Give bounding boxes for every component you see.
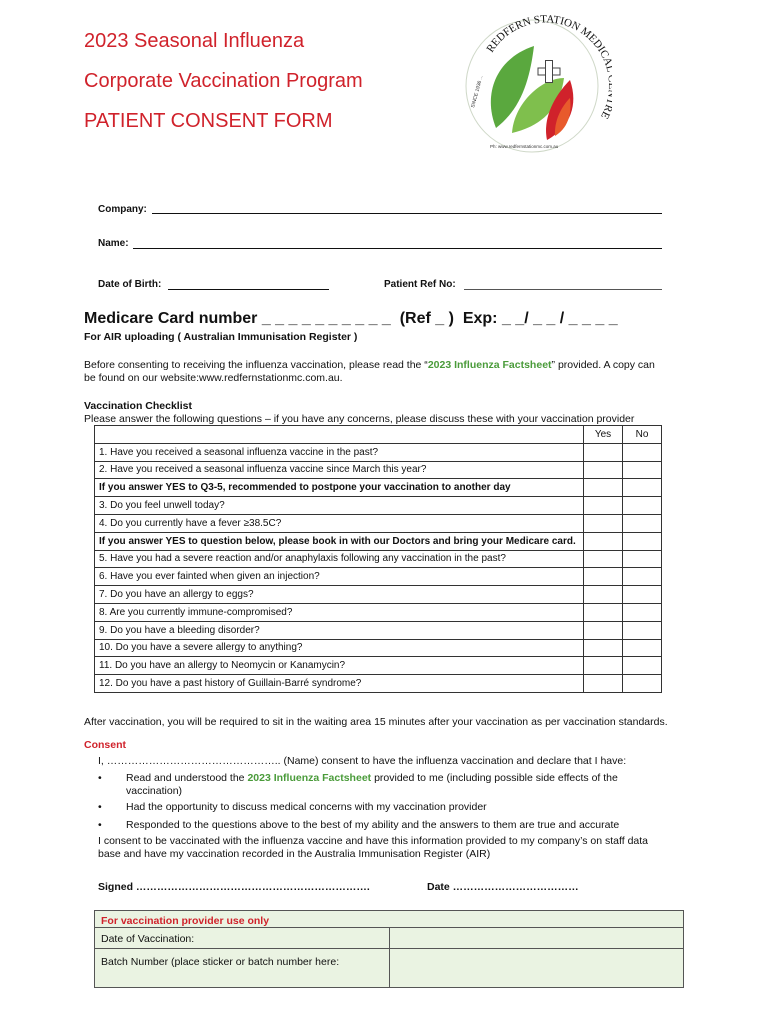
bullet-dot-icon: • xyxy=(98,772,102,784)
batch-number-field[interactable] xyxy=(391,949,681,986)
svg-text:Ph: www.redfernstationmc.com.a: Ph: www.redfernstationmc.com.au xyxy=(490,144,559,149)
no-checkbox-cell[interactable] xyxy=(623,621,662,639)
yes-checkbox-cell[interactable] xyxy=(584,586,623,604)
patient-ref-label: Patient Ref No: xyxy=(384,279,456,290)
question-text: 12. Do you have a past history of Guillain-Barré syndrome? xyxy=(95,675,584,693)
consent-paragraph-line-1: I consent to be vaccinated with the influenza vaccine and have this information provided to my company’s on staff data xyxy=(98,835,649,847)
svg-text:REDFERN STATION MEDICAL CENTRE: REDFERN STATION MEDIC E xyxy=(484,13,612,121)
dob-field[interactable] xyxy=(168,289,329,290)
checklist-row xyxy=(95,443,662,461)
yes-checkbox-cell[interactable] xyxy=(584,479,623,497)
yes-checkbox-cell[interactable] xyxy=(584,532,623,550)
provider-box-heading: For vaccination provider use only xyxy=(101,915,270,927)
no-column-header: No xyxy=(623,426,662,444)
provider-use-box xyxy=(94,910,684,988)
yes-checkbox-cell[interactable] xyxy=(584,568,623,586)
checklist-heading: Vaccination Checklist xyxy=(84,400,192,412)
checklist-row xyxy=(95,461,662,479)
question-text: 2. Have you received a seasonal influenza vaccine since March this year? xyxy=(95,461,584,479)
yes-checkbox-cell[interactable] xyxy=(584,639,623,657)
no-checkbox-cell[interactable] xyxy=(623,532,662,550)
checklist-row xyxy=(95,621,662,639)
no-checkbox-cell[interactable] xyxy=(623,675,662,693)
question-text: 7. Do you have an allergy to eggs? xyxy=(95,586,584,604)
consent-bullet-1-line-2: vaccination) xyxy=(126,785,183,797)
no-checkbox-cell[interactable] xyxy=(623,479,662,497)
yes-checkbox-cell[interactable] xyxy=(584,603,623,621)
question-text: 11. Do you have an allergy to Neomycin or Kanamycin? xyxy=(95,657,584,675)
factsheet-link-2[interactable]: 2023 Influenza Factsheet xyxy=(247,772,372,784)
no-checkbox-cell[interactable] xyxy=(623,568,662,586)
date-of-vaccination-label: Date of Vaccination: xyxy=(101,933,195,945)
title-line-2: Corporate Vaccination Program xyxy=(84,70,363,92)
yes-checkbox-cell[interactable] xyxy=(584,621,623,639)
signature-field[interactable]: Signed …………………………………………………………. xyxy=(98,881,370,893)
checklist-row xyxy=(95,657,662,675)
intro-text-line-2: be found on our website:www.redfernstationmc.com.au. xyxy=(84,372,343,384)
checklist-row xyxy=(95,603,662,621)
yes-column-header: Yes xyxy=(584,426,623,444)
no-checkbox-cell[interactable] xyxy=(623,461,662,479)
date-of-vaccination-field[interactable] xyxy=(391,928,681,947)
consent-heading: Consent xyxy=(84,739,126,751)
no-checkbox-cell[interactable] xyxy=(623,443,662,461)
no-checkbox-cell[interactable] xyxy=(623,639,662,657)
factsheet-link[interactable]: 2023 Influenza Factsheet xyxy=(427,359,552,371)
no-checkbox-cell[interactable] xyxy=(623,514,662,532)
medicare-note: For AIR uploading ( Australian Immunisation Register ) xyxy=(84,331,358,343)
no-checkbox-cell[interactable] xyxy=(623,586,662,604)
batch-number-label: Batch Number (place sticker or batch number here: xyxy=(101,956,340,968)
no-checkbox-cell[interactable] xyxy=(623,497,662,515)
yes-checkbox-cell[interactable] xyxy=(584,675,623,693)
yes-checkbox-cell[interactable] xyxy=(584,461,623,479)
checklist-table xyxy=(94,425,662,693)
consent-line-1: I, ………………………………………….. (Name) consent to have the influenza vaccination and declare that I have: xyxy=(98,755,627,767)
name-label: Name: xyxy=(98,238,129,249)
bullet-dot-icon: • xyxy=(98,801,102,813)
question-text: 9. Do you have a bleeding disorder? xyxy=(95,621,584,639)
question-text: 8. Are you currently immune-compromised? xyxy=(95,603,584,621)
bullet-dot-icon: • xyxy=(98,819,102,831)
question-text: 4. Do you currently have a fever ≥38.5C? xyxy=(95,514,584,532)
yes-checkbox-cell[interactable] xyxy=(584,443,623,461)
intro-text: Before consenting to receiving the influenza vaccination, please read the “2023 Influenza Factsheet” provided. A copy can xyxy=(84,359,655,371)
checklist-header-row xyxy=(95,426,662,444)
question-text: 3. Do you feel unwell today? xyxy=(95,497,584,515)
checklist-row xyxy=(95,675,662,693)
consent-bullet-3: Responded to the questions above to the best of my ability and the answers to them are true and accurate xyxy=(126,819,620,831)
dob-label: Date of Birth: xyxy=(98,279,162,290)
company-field[interactable] xyxy=(152,213,662,214)
no-checkbox-cell[interactable] xyxy=(623,657,662,675)
company-label: Company: xyxy=(98,204,147,215)
clinic-logo xyxy=(452,8,612,158)
name-field[interactable] xyxy=(133,248,662,249)
checklist-row xyxy=(95,639,662,657)
checklist-row xyxy=(95,586,662,604)
yes-checkbox-cell[interactable] xyxy=(584,514,623,532)
question-text: If you answer YES to question below, please book in with our Doctors and bring your Medicare card. xyxy=(95,532,584,550)
checklist-section-row xyxy=(95,532,662,550)
date-field[interactable]: Date ……………………………… xyxy=(427,881,579,893)
no-checkbox-cell[interactable] xyxy=(623,603,662,621)
after-vaccination-note: After vaccination, you will be required to sit in the waiting area 15 minutes after your vaccination as per vaccination standards. xyxy=(84,716,668,728)
checklist-section-row xyxy=(95,479,662,497)
question-text: 6. Have you ever fainted when given an injection? xyxy=(95,568,584,586)
title-line-3: PATIENT CONSENT FORM xyxy=(84,110,333,132)
checklist-row xyxy=(95,514,662,532)
consent-bullet-2: Had the opportunity to discuss medical concerns with my vaccination provider xyxy=(126,801,487,813)
title-line-1: 2023 Seasonal Influenza xyxy=(84,30,305,52)
svg-text:SINCE 1936 ...: SINCE 1936 ... xyxy=(470,74,485,109)
checklist-row xyxy=(95,550,662,568)
yes-checkbox-cell[interactable] xyxy=(584,550,623,568)
question-text: 10. Do you have a severe allergy to anything? xyxy=(95,639,584,657)
checklist-row xyxy=(95,497,662,515)
yes-checkbox-cell[interactable] xyxy=(584,657,623,675)
question-text: If you answer YES to Q3-5, recommended to postpone your vaccination to another day xyxy=(95,479,584,497)
checklist-row xyxy=(95,568,662,586)
question-text: 5. Have you had a severe reaction and/or anaphylaxis following any vaccination in the past? xyxy=(95,550,584,568)
question-text xyxy=(95,426,584,444)
medicare-line: Medicare Card number _ _ _ _ _ _ _ _ _ _ (Ref _ ) Exp: _ _/ _ _ / _ _ _ _ xyxy=(84,310,618,327)
question-text: 1. Have you received a seasonal influenza vaccine in the past? xyxy=(95,443,584,461)
consent-paragraph-line-2: base and have my vaccination recorded in the Australia Immunisation Register (AIR) xyxy=(98,848,491,860)
patient-ref-field[interactable] xyxy=(464,289,662,290)
no-checkbox-cell[interactable] xyxy=(623,550,662,568)
yes-checkbox-cell[interactable] xyxy=(584,497,623,515)
consent-bullet-1: Read and understood the 2023 Influenza Factsheet provided to me (including possible side effects of the xyxy=(126,772,618,784)
checklist-instruction: Please answer the following questions – if you have any concerns, please discuss these with your vaccination provider xyxy=(84,413,635,425)
logo-graphic xyxy=(452,8,612,158)
